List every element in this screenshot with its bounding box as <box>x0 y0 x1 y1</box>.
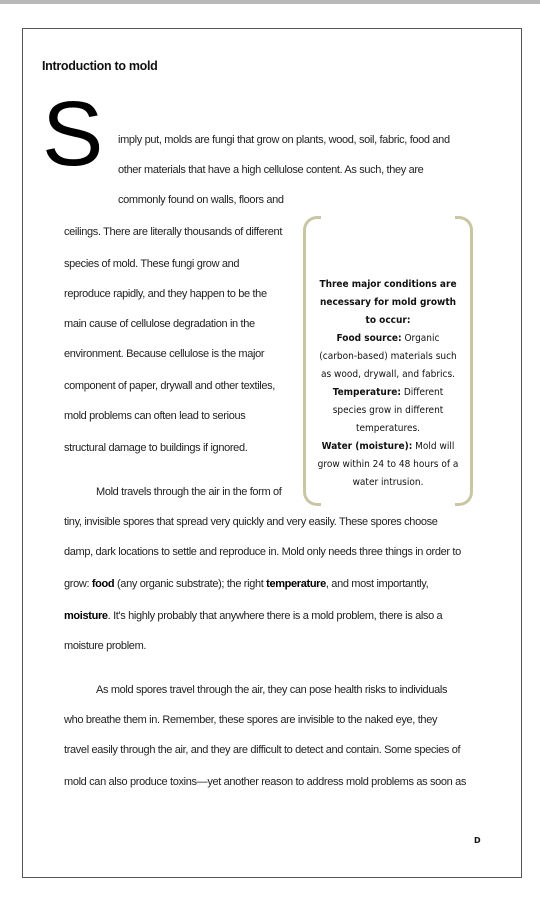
paragraph2-line4-part1: grow: <box>64 578 92 590</box>
paragraph1-line10: mold problems can often lead to serious <box>64 410 246 422</box>
callout-food-text: Organic (carbon-based) materials such as wood, drywall, and fabrics. <box>319 333 457 380</box>
paragraph1-line2: other materials that have a high cellulose content. As such, they are <box>118 164 424 176</box>
callout-water-label: Water (moisture): <box>321 441 413 452</box>
top-edge-bar <box>0 0 540 4</box>
callout-text <box>317 276 459 492</box>
paragraph2-line4-part2: (any organic substrate); the right <box>114 578 267 590</box>
paragraph1-line1: imply put, molds are fungi that grow on plants, wood, soil, fabric, food and <box>118 134 450 146</box>
paragraph2-line4 <box>64 578 428 590</box>
callout-temperature-text: Different species grow in different temperatures. <box>332 387 444 434</box>
paragraph1-line4: ceilings. There are literally thousands of different <box>64 226 283 238</box>
paragraph1-line3: commonly found on walls, floors and <box>118 194 284 206</box>
paragraph1-line11: structural damage to buildings if ignored. <box>64 442 248 454</box>
keyword-food: food <box>91 578 115 590</box>
callout-food-label: Food source: <box>336 333 402 344</box>
paragraph3-line3: travel easily through the air, and they are difficult to detect and contain. Some species of <box>64 744 461 756</box>
paragraph1-line9: component of paper, drywall and other textiles, <box>64 380 276 392</box>
page-number: D <box>474 836 481 845</box>
keyword-temperature: temperature <box>266 578 326 590</box>
paragraph2-line6: moisture problem. <box>64 640 147 652</box>
paragraph2-line2: tiny, invisible spores that spread very quickly and very easily. These spores choose <box>64 516 438 528</box>
paragraph1-line6: reproduce rapidly, and they happen to be the <box>64 288 267 300</box>
paragraph1-line7: main cause of cellulose degradation in the <box>64 318 255 330</box>
mold-conditions-callout <box>303 216 473 506</box>
keyword-moisture: moisture <box>64 610 108 622</box>
paragraph2-line1: Mold travels through the air in the form of <box>96 486 282 498</box>
paragraph2-line5-rest: . It's highly probably that anywhere there is a mold problem, there is also a <box>107 610 443 622</box>
callout-intro: Three major conditions are necessary for mold growth to occur: <box>319 279 457 326</box>
paragraph1-line5: species of mold. These fungi grow and <box>64 258 240 270</box>
callout-water-text: Mold will grow within 24 to 48 hours of a water intrusion. <box>317 441 459 488</box>
page-title: Introduction to mold <box>42 59 158 73</box>
drop-cap-letter: S <box>42 83 102 185</box>
paragraph3-line2: who breathe them in. Remember, these spores are invisible to the naked eye, they <box>64 714 438 726</box>
paragraph2-line5 <box>64 610 442 622</box>
paragraph3-line4: mold can also produce toxins—yet another reason to address mold problems as soon as <box>64 776 467 788</box>
paragraph3-line1: As mold spores travel through the air, they can pose health risks to individuals <box>96 684 448 696</box>
paragraph2-line3: damp, dark locations to settle and reproduce in. Mold only needs three things in order to <box>64 546 461 558</box>
paragraph2-line4-part3: , and most importantly, <box>325 578 429 590</box>
paragraph1-line8: environment. Because cellulose is the major <box>64 348 265 360</box>
callout-temperature-label: Temperature: <box>332 387 401 398</box>
